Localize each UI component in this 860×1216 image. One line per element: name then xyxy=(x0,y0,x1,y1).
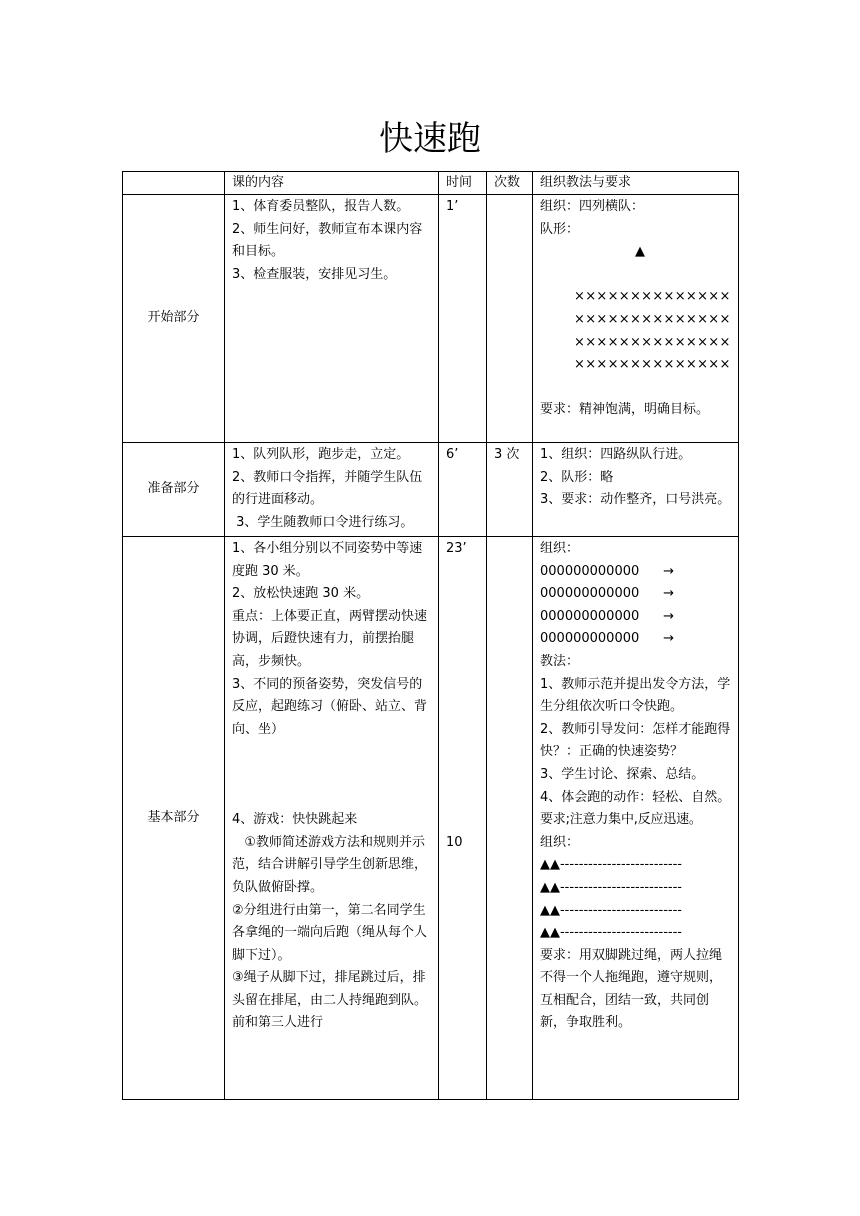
time-cell: 1’ xyxy=(439,195,487,443)
formation-row: ×××××××××××××× xyxy=(574,289,731,305)
list-item: 1、队列队形，跑步走，立定。 xyxy=(232,447,410,462)
section-label: 基本部分 xyxy=(123,537,225,1100)
table-row xyxy=(123,537,739,1100)
list-item: 2、教师引导发问：怎样才能跑得快？：正确的快速姿势？ xyxy=(540,721,731,760)
formation-text: 000000000000 xyxy=(540,631,640,647)
requirement-text: 要求：精神饱满，明确目标。 xyxy=(540,402,710,418)
list-item: 4、游戏：快快跳起来 xyxy=(232,812,358,828)
list-item: 2、放松快速跑 30 米。 xyxy=(232,586,370,602)
list-item: 4、体会跑的动作：轻松、自然。 xyxy=(540,789,731,805)
list-item: 3、学生随教师口令进行练习。 xyxy=(232,514,414,530)
list-item: 3、学生讨论、探索、总结。 xyxy=(540,766,705,782)
list-item: ③绳子从脚下过，排尾跳过后，排头留在排尾，由二人持绳跑到队。前和第三人进行 xyxy=(232,970,428,1031)
list-item: 2、队形：略 xyxy=(540,469,614,485)
list-item: 1、各小组分别以不同姿势中等速度跑 30 米。 xyxy=(232,541,423,579)
count-cell xyxy=(487,195,533,443)
list-item: 2、教师口令指挥，并随学生队伍的行进面移动。 xyxy=(232,469,423,508)
section-label: 开始部分 xyxy=(123,195,225,443)
spacer xyxy=(540,264,732,287)
teach-label: 教法： xyxy=(540,653,580,669)
list-item: 1、组织：四路纵队行进。 xyxy=(540,447,692,462)
section-label: 准备部分 xyxy=(123,443,225,537)
formation-row xyxy=(540,628,732,651)
spacer xyxy=(232,741,432,764)
rope-formation-row: ▲▲-------------------------- xyxy=(540,879,682,895)
lesson-plan-table xyxy=(122,171,739,1100)
header-time: 时间 xyxy=(439,172,487,195)
method-cell xyxy=(533,195,739,443)
teacher-triangle-icon: ▲ xyxy=(635,244,645,260)
header-content: 课的内容 xyxy=(225,172,439,195)
table-row xyxy=(123,443,739,537)
list-item: 2、师生问好，教师宣布本课内容和目标。 xyxy=(232,221,423,260)
list-item: 1、教师示范并提出发令方法，学生分组依次听口令快跑。 xyxy=(540,676,731,715)
org-text: 组织： xyxy=(540,541,580,556)
rope-formation-row: ▲▲-------------------------- xyxy=(540,925,682,941)
table-header-row xyxy=(123,172,739,195)
formation-text: 000000000000 xyxy=(540,586,640,602)
time-value: 23’ xyxy=(446,541,467,556)
list-item: ①教师简述游戏方法和规则并示范，结合讲解引导学生创新思维，负队做俯卧撑。 xyxy=(232,834,428,895)
spacer xyxy=(446,561,480,832)
rope-formation-row: ▲▲-------------------------- xyxy=(540,857,682,873)
formation-row xyxy=(540,583,732,606)
spacer xyxy=(232,787,432,810)
count-cell: 3 次 xyxy=(487,443,533,537)
arrow-right-icon: → xyxy=(663,586,674,602)
formation-text: 000000000000 xyxy=(540,608,640,624)
list-item: 1、体育委员整队，报告人数。 xyxy=(232,199,410,214)
time-cell xyxy=(439,537,487,1100)
list-item: ②分组进行由第一，第二名同学生各拿绳的一端向后跑（绳从每个人脚下过）。 xyxy=(232,902,428,963)
table-row xyxy=(123,195,739,443)
formation-label: 队形： xyxy=(540,221,580,237)
org-text: 组织：四列横队： xyxy=(540,199,645,214)
arrow-right-icon: → xyxy=(663,631,674,647)
header-count: 次数 xyxy=(487,172,533,195)
method-cell xyxy=(533,443,739,537)
content-cell xyxy=(225,537,439,1100)
formation-text: 000000000000 xyxy=(540,563,640,579)
arrow-right-icon: → xyxy=(663,563,674,579)
rope-formation-row: ▲▲-------------------------- xyxy=(540,902,682,918)
time-value: 10 xyxy=(446,834,463,850)
requirement-text: 要求：用双脚跳过绳，两人拉绳不得一个人拖绳跑，遵守规则，互相配合，团结一致，共同创新，争取胜利。 xyxy=(540,947,723,1031)
formation-row: ×××××××××××××× xyxy=(574,357,731,373)
count-cell xyxy=(487,537,533,1100)
content-cell xyxy=(225,443,439,537)
page-title: 快速跑 xyxy=(379,119,481,159)
header-section xyxy=(123,172,225,195)
formation-row: ×××××××××××××× xyxy=(574,334,731,350)
list-item: 重点：上体要正直，两臂摆动快速协调，后蹬快速有力，前摆抬腿高，步频快。 xyxy=(232,608,428,669)
method-cell xyxy=(533,537,739,1100)
org-text: 组织： xyxy=(540,834,580,850)
formation-row: ×××××××××××××× xyxy=(574,311,731,327)
header-method: 组织教法与要求 xyxy=(533,172,739,195)
time-cell: 6’ xyxy=(439,443,487,537)
spacer xyxy=(232,764,432,787)
list-item: 3、不同的预备姿势，突发信号的反应，起跑练习（俯卧、站立、背向、坐） xyxy=(232,676,428,737)
arrow-right-icon: → xyxy=(663,608,674,624)
requirement-text: 要求;注意力集中,反应迅速。 xyxy=(540,812,702,828)
list-item: 3、检查服装，安排见习生。 xyxy=(232,266,397,282)
spacer xyxy=(540,377,732,400)
list-item: 3、要求：动作整齐，口号洪亮。 xyxy=(540,492,731,508)
formation-row xyxy=(540,606,732,629)
formation-row xyxy=(540,561,732,584)
content-cell xyxy=(225,195,439,443)
